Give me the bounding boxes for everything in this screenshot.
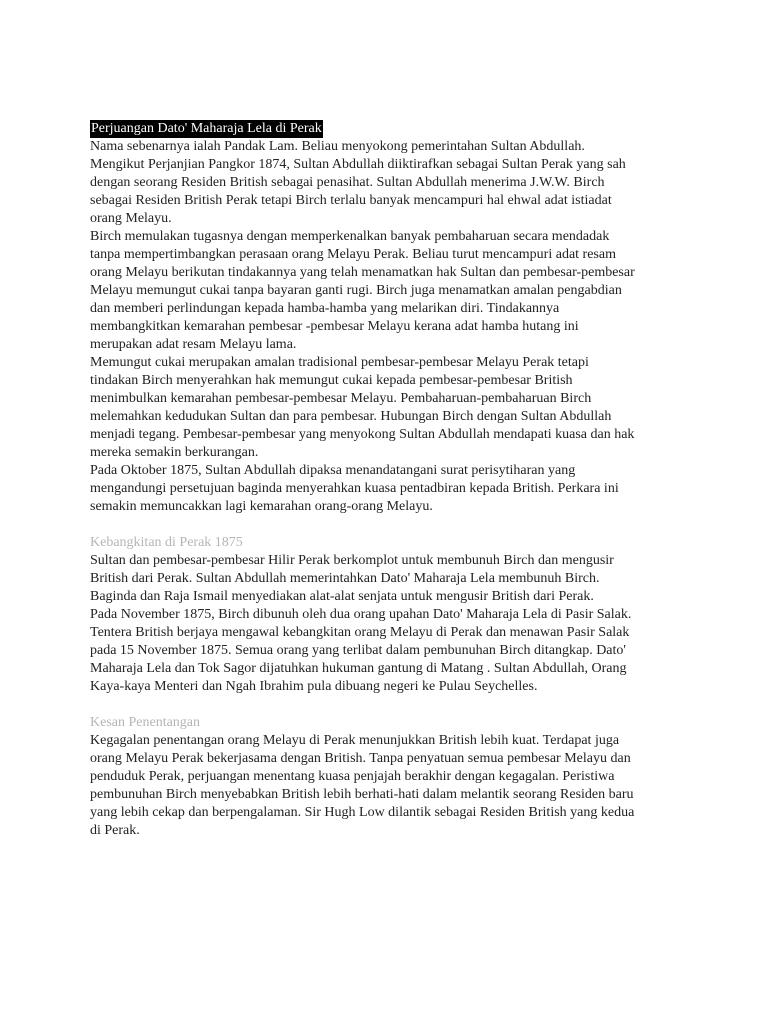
intro-paragraph-3: Memungut cukai merupakan amalan tradisional pembesar-pembesar Melayu Perak tetapi tindakan Birch menyerahkan hak memungut cukai kepada pembesar-pembesar British menimbulkan kemarahan pembesar-pembesar Melayu. Pembaharuan-pembaharuan Birch melemahkan kedudukan Sultan dan para pembesar. Hubungan Birch dengan Sultan Abdullah menjadi tegang. Pembesar-pembesar yang menyokong Sultan Abdullah mendapati kuasa dan hak mereka semakin berkurangan. [90, 355, 635, 460]
intro-paragraph-2: Birch memulakan tugasnya dengan memperkenalkan banyak pembaharuan secara mendadak tanpa mempertimbangkan perasaan orang Melayu Perak. Beliau turut mencampuri adat resam orang Melayu berikutan tindakannya yang telah menamatkan hak Sultan dan pembesar-pembesar Melayu memungut cukai tanpa bayaran ganti rugi. Birch juga menamatkan amalan pengabdian dan memberi perlindungan kepada hamba-hamba yang melarikan diri. Tindakannya membangkitkan kemarahan pembesar -pembesar Melayu kerana adat hamba hutang ini merupakan adat resam Melayu lama. [90, 229, 635, 352]
intro-section [90, 138, 690, 516]
document-title: Perjuangan Dato' Maharaja Lela di Perak [91, 121, 322, 136]
document-page [90, 120, 690, 840]
section-kesan [90, 714, 690, 840]
intro-paragraph-1: Nama sebenarnya ialah Pandak Lam. Beliau menyokong pemerintahan Sultan Abdullah. Mengikut Perjanjian Pangkor 1874, Sultan Abdullah diiktirafkan sebagai Sultan Perak yang sah dengan seorang Residen British sebagai penasihat. Sultan Abdullah menerima J.W.W. Birch sebagai Residen British Perak tetapi Birch terlalu banyak mencampuri hal ehwal adat istiadat orang Melayu. [90, 139, 626, 226]
intro-paragraph-4: Pada Oktober 1875, Sultan Abdullah dipaksa menandatangani surat perisytiharan yang mengandungi persetujuan baginda menyerahkan kuasa pentadbiran kepada British. Perkara ini semakin memuncakkan lagi kemarahan orang-orang Melayu. [90, 463, 619, 514]
section-kebangkitan [90, 534, 690, 696]
kesan-paragraph-1: Kegagalan penentangan orang Melayu di Perak menunjukkan British lebih kuat. Terdapat juga orang Melayu Perak bekerjasama dengan British. Tanpa penyatuan semua pembesar Melayu dan penduduk Perak, perjuangan menentang kuasa penjajah berakhir dengan kegagalan. Peristiwa pembunuhan Birch menyebabkan British lebih berhati-hati dalam melantik seorang Residen baru yang lebih cekap dan berpengalaman. Sir Hugh Low dilantik sebagai Residen British yang kedua di Perak. [90, 733, 635, 838]
kebangkitan-paragraph-2: Pada November 1875, Birch dibunuh oleh dua orang upahan Dato' Maharaja Lela di Pasir Salak. Tentera British berjaya mengawal kebangkitan orang Melayu di Perak dan menawan Pasir Salak pada 15 November 1875. Semua orang yang terlibat dalam pembunuhan Birch ditangkap. Dato' Maharaja Lela dan Tok Sagor dijatuhkan hukuman gantung di Matang . Sultan Abdullah, Orang Kaya-kaya Menteri dan Ngah Ibrahim pula dibuang negeri ke Pulau Seychelles. [90, 607, 632, 694]
section-heading-kesan: Kesan Penentangan [90, 715, 201, 730]
section-heading-kebangkitan: Kebangkitan di Perak 1875 [90, 535, 243, 550]
kebangkitan-paragraph-1: Sultan dan pembesar-pembesar Hilir Perak berkomplot untuk membunuh Birch dan mengusir British dari Perak. Sultan Abdullah memerintahkan Dato' Maharaja Lela membunuh Birch. Baginda dan Raja Ismail menyediakan alat-alat senjata untuk mengusir British dari Perak. [90, 553, 614, 604]
